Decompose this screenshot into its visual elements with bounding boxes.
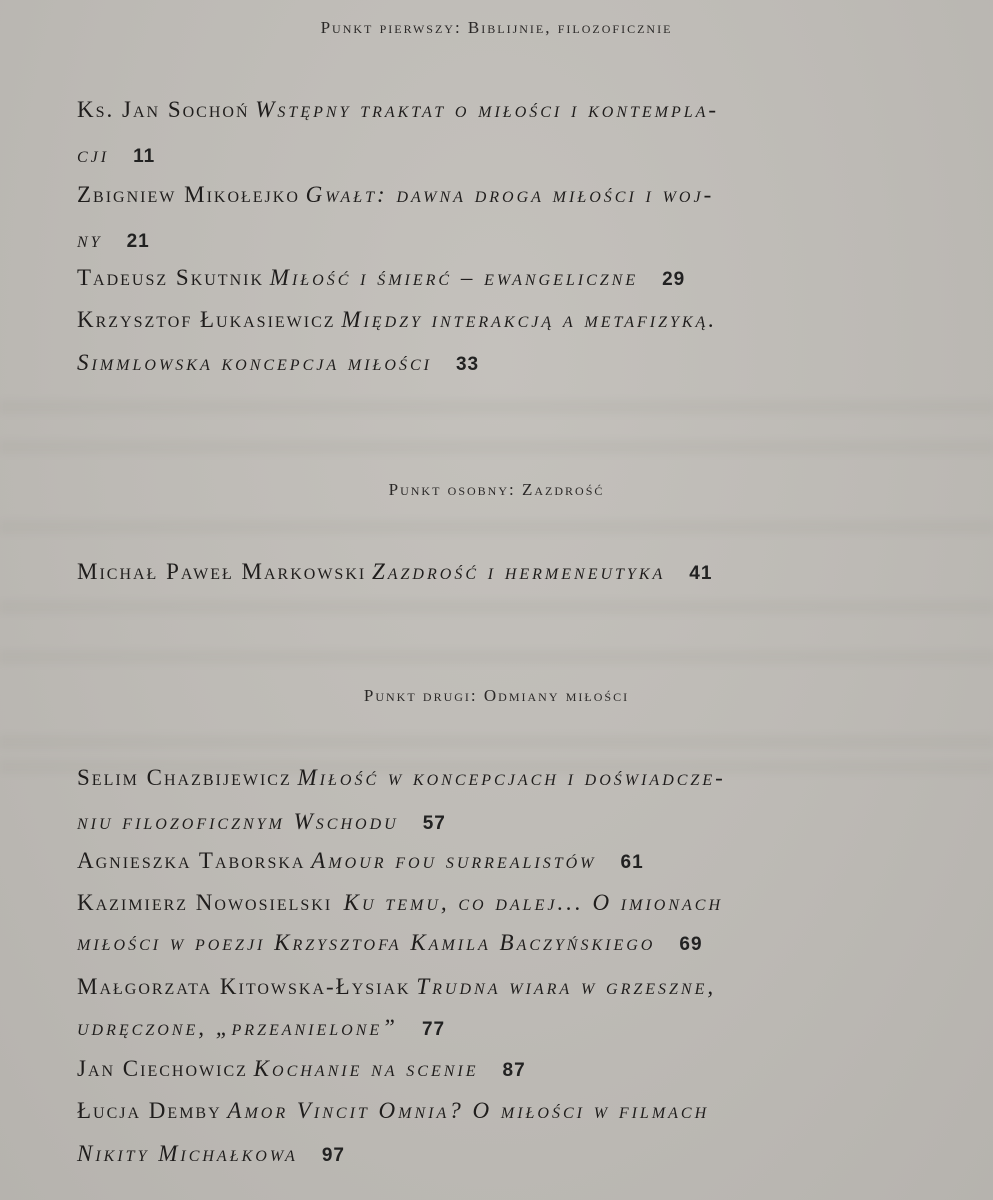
toc-entry[interactable] [77, 1097, 709, 1125]
entry-title: ny [77, 227, 103, 252]
toc-entry-continuation[interactable] [77, 1140, 345, 1170]
entry-title: niu filozoficznym Wschodu [77, 809, 399, 834]
entry-page-number: 97 [321, 1145, 345, 1166]
toc-entry-continuation[interactable] [77, 929, 703, 959]
toc-entry[interactable] [77, 306, 717, 334]
toc-entry[interactable] [77, 1055, 526, 1085]
entry-page-number: 69 [679, 934, 703, 955]
entry-title: Nikity Michałkowa [77, 1141, 298, 1166]
entry-page-number: 21 [126, 231, 150, 252]
show-through-texture [0, 400, 993, 414]
entry-title: Wstępny traktat o miłości i kontempla- [255, 97, 720, 122]
entry-page-number: 11 [133, 146, 156, 167]
toc-entry[interactable] [77, 96, 719, 124]
toc-entry[interactable] [77, 764, 726, 792]
show-through-texture [0, 735, 993, 749]
entry-title: cji [77, 142, 110, 167]
entry-author: Kazimierz Nowosielski [77, 890, 333, 915]
toc-entry[interactable] [77, 847, 644, 877]
show-through-texture [0, 520, 993, 534]
entry-title: Kochanie na scenie [253, 1056, 479, 1081]
entry-author: Tadeusz Skutnik [77, 265, 265, 290]
section-heading: Punkt drugi: Odmiany miłości [363, 686, 630, 705]
entry-author: Małgorzata Kitowska-Łysiak [77, 974, 411, 999]
entry-page-number: 77 [421, 1019, 446, 1040]
entry-author: Zbigniew Mikołejko [77, 182, 300, 207]
section-heading: Punkt pierwszy: Biblijnie, filozoficznie [320, 18, 673, 37]
entry-title: udręczone, „przeanielone” [77, 1015, 398, 1040]
entry-title: Ku temu, co dalej... O imionach [343, 890, 724, 915]
entry-author: Ks. Jan Sochoń [77, 97, 250, 122]
entry-page-number: 57 [422, 813, 446, 834]
entry-author: Łucja Demby [77, 1098, 222, 1123]
entry-page-number: 41 [689, 563, 713, 584]
toc-entry-continuation[interactable] [77, 141, 155, 171]
entry-page-number: 33 [455, 354, 480, 375]
entry-title: Trudna wiara w grzeszne, [416, 974, 717, 999]
entry-title: Miłość i śmierć – ewangeliczne [269, 265, 639, 290]
show-through-texture [0, 650, 993, 664]
toc-entry-continuation[interactable] [77, 1014, 445, 1044]
toc-entry-continuation[interactable] [77, 808, 446, 838]
entry-page-number: 87 [502, 1060, 526, 1081]
entry-author: Agnieszka Taborska [77, 848, 306, 873]
show-through-texture [0, 600, 993, 614]
entry-title: Gwałt: dawna droga miłości i woj- [305, 182, 715, 207]
toc-entry-continuation[interactable] [77, 349, 479, 379]
entry-title: Amour fou surrealistów [311, 848, 597, 873]
entry-title: Miłość w koncepcjach i doświadcze- [297, 765, 726, 790]
toc-entry[interactable] [77, 181, 714, 209]
toc-entry[interactable] [77, 973, 716, 1001]
entry-title: Simmlowska koncepcja miłości [77, 350, 432, 375]
entry-title: Zazdrość i hermeneutyka [371, 559, 666, 584]
entry-page-number: 61 [620, 852, 644, 873]
entry-author: Krzysztof Łukasiewicz [77, 307, 336, 332]
section-heading: Punkt osobny: Zazdrość [388, 480, 605, 499]
toc-entry[interactable] [77, 889, 723, 917]
entry-author: Selim Chazbijewicz [77, 765, 292, 790]
entry-author: Jan Ciechowicz [77, 1056, 248, 1081]
toc-entry-continuation[interactable] [77, 226, 150, 256]
entry-title: Między interakcją a metafizyką. [341, 307, 718, 332]
entry-author: Michał Paweł Markowski [77, 559, 367, 584]
entry-title: Amor Vincit Omnia? O miłości w filmach [227, 1098, 710, 1123]
show-through-texture [0, 440, 993, 454]
toc-entry[interactable] [77, 264, 685, 294]
entry-page-number: 29 [662, 269, 686, 290]
entry-title: miłości w poezji Krzysztofa Kamila Baczyńskiego [77, 930, 656, 955]
toc-entry[interactable] [77, 558, 712, 588]
